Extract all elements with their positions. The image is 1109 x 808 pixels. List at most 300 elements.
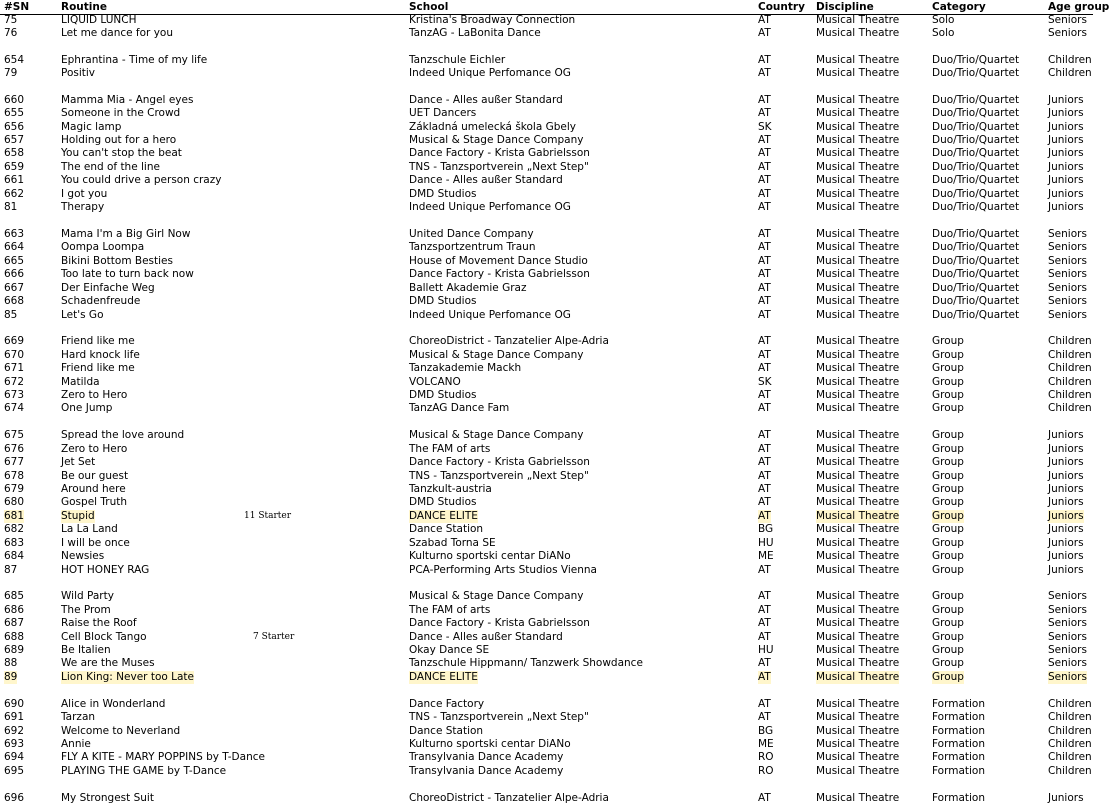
- row-school: DMD Studios: [409, 188, 477, 200]
- table-row: [0, 134, 1093, 147]
- row-school: UET Dancers: [409, 107, 477, 119]
- row-age-group: Juniors: [1048, 470, 1084, 482]
- header-country: Country: [758, 1, 805, 13]
- row-country: AT: [758, 792, 771, 804]
- row-routine: Annie: [61, 738, 91, 750]
- row-discipline: Musical Theatre: [816, 631, 900, 643]
- row-country: AT: [758, 201, 771, 213]
- row-age-group: Juniors: [1048, 537, 1084, 549]
- row-sn: 657: [4, 134, 25, 146]
- row-school: Szabad Torna SE: [409, 537, 496, 549]
- row-sn: 663: [4, 228, 25, 240]
- row-age-group: Juniors: [1048, 201, 1084, 213]
- row-age-group: Juniors: [1048, 107, 1084, 119]
- row-age-group: Seniors: [1048, 255, 1087, 267]
- row-age-group: Seniors: [1048, 228, 1087, 240]
- row-sn: 79: [4, 67, 18, 79]
- row-sn: 696: [4, 792, 25, 804]
- table-row: [0, 282, 1093, 295]
- row-routine: Gospel Truth: [61, 496, 128, 508]
- row-country: AT: [758, 362, 771, 374]
- row-routine: Be Italien: [61, 644, 111, 656]
- row-country: AT: [758, 107, 771, 119]
- row-age-group: Children: [1048, 711, 1092, 723]
- row-country: AT: [758, 282, 771, 294]
- table-row: [0, 496, 1093, 509]
- row-age-group: Children: [1048, 738, 1092, 750]
- row-discipline: Musical Theatre: [816, 121, 900, 133]
- row-routine: Be our guest: [61, 470, 129, 482]
- row-category: Group: [932, 604, 964, 616]
- row-discipline: Musical Theatre: [816, 349, 900, 361]
- row-category: Duo/Trio/Quartet: [932, 54, 1020, 66]
- row-category: Duo/Trio/Quartet: [932, 241, 1020, 253]
- row-discipline: Musical Theatre: [816, 255, 900, 267]
- row-country: HU: [758, 644, 774, 656]
- row-sn: 683: [4, 537, 25, 549]
- row-discipline: Musical Theatre: [816, 67, 900, 79]
- row-discipline: Musical Theatre: [816, 282, 900, 294]
- row-routine: One Jump: [61, 402, 113, 414]
- row-sn: 665: [4, 255, 25, 267]
- row-discipline: Musical Theatre: [816, 94, 900, 106]
- row-country: AT: [758, 14, 771, 26]
- row-routine: Let me dance for you: [61, 27, 173, 39]
- row-country: AT: [758, 349, 771, 361]
- row-routine: The Prom: [61, 604, 111, 616]
- row-age-group: Seniors: [1048, 604, 1087, 616]
- table-row: [0, 443, 1093, 456]
- row-country: AT: [758, 389, 771, 401]
- table-row: [0, 537, 1093, 550]
- row-category: Group: [932, 496, 964, 508]
- table-row: [0, 295, 1093, 308]
- row-routine: Hard knock life: [61, 349, 140, 361]
- row-routine: Lion King: Never too Late: [61, 671, 194, 683]
- row-sn: 686: [4, 604, 25, 616]
- row-routine: Mamma Mia - Angel eyes: [61, 94, 194, 106]
- row-school: Dance Factory - Krista Gabrielsson: [409, 456, 590, 468]
- row-sn: 674: [4, 402, 25, 414]
- row-sn: 87: [4, 564, 18, 576]
- table-row: [0, 523, 1093, 536]
- row-discipline: Musical Theatre: [816, 362, 900, 374]
- row-age-group: Seniors: [1048, 282, 1087, 294]
- row-category: Group: [932, 550, 964, 562]
- row-school: Indeed Unique Perfomance OG: [409, 201, 571, 213]
- row-discipline: Musical Theatre: [816, 496, 900, 508]
- row-routine: Wild Party: [61, 590, 114, 602]
- header-sn: #SN: [4, 1, 30, 13]
- row-age-group: Children: [1048, 751, 1092, 763]
- row-sn: 660: [4, 94, 25, 106]
- row-school: Dance - Alles außer Standard: [409, 174, 563, 186]
- row-school: Tanzschule Eichler: [409, 54, 506, 66]
- row-routine: Positiv: [61, 67, 96, 79]
- row-country: AT: [758, 335, 771, 347]
- table-row: [0, 174, 1093, 187]
- row-discipline: Musical Theatre: [816, 376, 900, 388]
- row-category: Group: [932, 590, 964, 602]
- row-school: Kulturno sportski centar DiANo: [409, 550, 571, 562]
- row-school: Dance - Alles außer Standard: [409, 631, 563, 643]
- row-age-group: Juniors: [1048, 456, 1084, 468]
- row-country: AT: [758, 617, 771, 629]
- row-category: Group: [932, 335, 964, 347]
- row-routine: Mama I'm a Big Girl Now: [61, 228, 191, 240]
- table-row: [0, 590, 1093, 603]
- row-category: Group: [932, 349, 964, 361]
- row-sn: 667: [4, 282, 25, 294]
- row-school: Kulturno sportski centar DiANo: [409, 738, 571, 750]
- row-discipline: Musical Theatre: [816, 711, 900, 723]
- row-category: Duo/Trio/Quartet: [932, 147, 1020, 159]
- table-row: [0, 657, 1093, 670]
- row-category: Group: [932, 657, 964, 669]
- row-discipline: Musical Theatre: [816, 161, 900, 173]
- row-age-group: Seniors: [1048, 241, 1087, 253]
- row-sn: 689: [4, 644, 25, 656]
- row-sn: 85: [4, 309, 18, 321]
- row-sn: 664: [4, 241, 25, 253]
- row-school: Okay Dance SE: [409, 644, 490, 656]
- row-school: ChoreoDistrict - Tanzatelier Alpe-Adria: [409, 335, 609, 347]
- row-school: Dance Factory - Krista Gabrielsson: [409, 617, 590, 629]
- row-discipline: Musical Theatre: [816, 228, 900, 240]
- table-row: [0, 362, 1093, 375]
- row-country: AT: [758, 241, 771, 253]
- row-category: Duo/Trio/Quartet: [932, 121, 1020, 133]
- table-row: [0, 671, 1093, 684]
- row-category: Duo/Trio/Quartet: [932, 134, 1020, 146]
- row-sn: 675: [4, 429, 25, 441]
- row-age-group: Juniors: [1048, 429, 1084, 441]
- table-row: [0, 483, 1093, 496]
- row-age-group: Seniors: [1048, 590, 1087, 602]
- row-school: TNS - Tanzsportverein „Next Step": [409, 161, 589, 173]
- row-school: The FAM of arts: [409, 443, 491, 455]
- table-row: [0, 161, 1093, 174]
- row-sn: 677: [4, 456, 25, 468]
- row-discipline: Musical Theatre: [816, 590, 900, 602]
- row-school: Tanzschule Hippmann/ Tanzwerk Showdance: [409, 657, 643, 669]
- row-discipline: Musical Theatre: [816, 14, 900, 26]
- row-discipline: Musical Theatre: [816, 335, 900, 347]
- table-row: [0, 429, 1093, 442]
- row-category: Formation: [932, 751, 985, 763]
- row-country: AT: [758, 228, 771, 240]
- row-discipline: Musical Theatre: [816, 295, 900, 307]
- row-school: Dance Factory - Krista Gabrielsson: [409, 268, 590, 280]
- row-age-group: Juniors: [1048, 94, 1084, 106]
- row-school: The FAM of arts: [409, 604, 491, 616]
- row-age-group: Juniors: [1048, 523, 1084, 535]
- row-age-group: Juniors: [1048, 161, 1084, 173]
- row-age-group: Seniors: [1048, 671, 1087, 683]
- row-age-group: Juniors: [1048, 174, 1084, 186]
- row-country: AT: [758, 402, 771, 414]
- row-age-group: Juniors: [1048, 550, 1084, 562]
- row-school: Dance Station: [409, 523, 484, 535]
- table-row: [0, 14, 1093, 27]
- row-category: Duo/Trio/Quartet: [932, 67, 1020, 79]
- row-discipline: Musical Theatre: [816, 147, 900, 159]
- table-row: [0, 711, 1093, 724]
- table-row: [0, 751, 1093, 764]
- row-school: DMD Studios: [409, 389, 477, 401]
- row-age-group: Seniors: [1048, 657, 1087, 669]
- row-sn: 659: [4, 161, 25, 173]
- table-row: [0, 201, 1093, 214]
- row-school: Indeed Unique Perfomance OG: [409, 67, 571, 79]
- row-category: Duo/Trio/Quartet: [932, 188, 1020, 200]
- row-country: AT: [758, 483, 771, 495]
- row-country: AT: [758, 671, 771, 683]
- table-row: [0, 147, 1093, 160]
- table-row: [0, 550, 1093, 563]
- row-country: AT: [758, 54, 771, 66]
- row-discipline: Musical Theatre: [816, 738, 900, 750]
- row-country: AT: [758, 657, 771, 669]
- row-country: AT: [758, 496, 771, 508]
- row-school: Musical & Stage Dance Company: [409, 349, 584, 361]
- row-discipline: Musical Theatre: [816, 443, 900, 455]
- row-country: AT: [758, 631, 771, 643]
- table-row: [0, 617, 1093, 630]
- row-category: Formation: [932, 792, 985, 804]
- table-row: [0, 268, 1093, 281]
- row-category: Duo/Trio/Quartet: [932, 201, 1020, 213]
- row-routine: Around here: [61, 483, 126, 495]
- row-country: AT: [758, 510, 771, 522]
- row-country: AT: [758, 456, 771, 468]
- row-sn: 695: [4, 765, 25, 777]
- row-age-group: Children: [1048, 362, 1092, 374]
- row-sn: 671: [4, 362, 25, 374]
- row-category: Group: [932, 389, 964, 401]
- row-sn: 654: [4, 54, 25, 66]
- row-routine: I will be once: [61, 537, 130, 549]
- row-sn: 666: [4, 268, 25, 280]
- row-category: Solo: [932, 27, 955, 39]
- row-country: HU: [758, 537, 774, 549]
- row-country: AT: [758, 174, 771, 186]
- row-sn: 685: [4, 590, 25, 602]
- row-category: Formation: [932, 765, 985, 777]
- row-country: AT: [758, 698, 771, 710]
- row-discipline: Musical Theatre: [816, 657, 900, 669]
- row-routine: Tarzan: [61, 711, 96, 723]
- row-age-group: Seniors: [1048, 309, 1087, 321]
- row-category: Duo/Trio/Quartet: [932, 282, 1020, 294]
- row-country: RO: [758, 765, 774, 777]
- header-age-group: Age group: [1048, 1, 1109, 13]
- row-routine: Friend like me: [61, 335, 135, 347]
- row-discipline: Musical Theatre: [816, 564, 900, 576]
- row-age-group: Seniors: [1048, 295, 1087, 307]
- row-discipline: Musical Theatre: [816, 389, 900, 401]
- row-sn: 679: [4, 483, 25, 495]
- table-header: [0, 0, 1109, 15]
- table-row: [0, 510, 1093, 523]
- row-routine: Too late to turn back now: [61, 268, 194, 280]
- row-routine: You could drive a person crazy: [61, 174, 222, 186]
- table-row: [0, 309, 1093, 322]
- row-category: Group: [932, 429, 964, 441]
- row-country: AT: [758, 604, 771, 616]
- row-age-group: Children: [1048, 765, 1092, 777]
- table-row: [0, 255, 1093, 268]
- row-category: Duo/Trio/Quartet: [932, 309, 1020, 321]
- row-routine: Spread the love around: [61, 429, 185, 441]
- row-discipline: Musical Theatre: [816, 309, 900, 321]
- row-school: TNS - Tanzsportverein „Next Step": [409, 711, 589, 723]
- row-category: Duo/Trio/Quartet: [932, 228, 1020, 240]
- row-age-group: Juniors: [1048, 483, 1084, 495]
- row-school: Ballett Akademie Graz: [409, 282, 527, 294]
- table-row: [0, 564, 1093, 577]
- row-age-group: Juniors: [1048, 443, 1084, 455]
- row-school: House of Movement Dance Studio: [409, 255, 588, 267]
- row-age-group: Children: [1048, 389, 1092, 401]
- row-sn: 690: [4, 698, 25, 710]
- row-sn: 670: [4, 349, 25, 361]
- row-discipline: Musical Theatre: [816, 792, 900, 804]
- table-row: [0, 631, 1093, 644]
- table-row: [0, 349, 1093, 362]
- row-category: Group: [932, 470, 964, 482]
- row-discipline: Musical Theatre: [816, 241, 900, 253]
- row-category: Group: [932, 671, 964, 683]
- row-school: VOLCANO: [409, 376, 461, 388]
- row-discipline: Musical Theatre: [816, 604, 900, 616]
- row-category: Duo/Trio/Quartet: [932, 255, 1020, 267]
- row-country: AT: [758, 94, 771, 106]
- row-category: Duo/Trio/Quartet: [932, 94, 1020, 106]
- row-age-group: Seniors: [1048, 644, 1087, 656]
- row-sn: 691: [4, 711, 25, 723]
- row-country: AT: [758, 443, 771, 455]
- row-category: Duo/Trio/Quartet: [932, 268, 1020, 280]
- row-sn: 684: [4, 550, 25, 562]
- row-routine: We are the Muses: [61, 657, 155, 669]
- row-school: Dance Factory - Krista Gabrielsson: [409, 147, 590, 159]
- row-routine: Newsies: [61, 550, 105, 562]
- row-discipline: Musical Theatre: [816, 456, 900, 468]
- row-sn: 682: [4, 523, 25, 535]
- row-school: Dance Factory: [409, 698, 485, 710]
- row-category: Group: [932, 443, 964, 455]
- starter-note: 11 Starter: [244, 511, 292, 521]
- row-sn: 681: [4, 510, 25, 522]
- row-discipline: Musical Theatre: [816, 765, 900, 777]
- table-row: [0, 738, 1093, 751]
- table-row: [0, 725, 1093, 738]
- row-school: United Dance Company: [409, 228, 534, 240]
- row-country: AT: [758, 429, 771, 441]
- row-school: Kristina's Broadway Connection: [409, 14, 576, 26]
- row-age-group: Children: [1048, 349, 1092, 361]
- row-routine: Someone in the Crowd: [61, 107, 181, 119]
- row-category: Group: [932, 402, 964, 414]
- row-country: AT: [758, 161, 771, 173]
- row-school: Musical & Stage Dance Company: [409, 134, 584, 146]
- row-category: Group: [932, 537, 964, 549]
- row-routine: My Strongest Suit: [61, 792, 154, 804]
- row-country: AT: [758, 590, 771, 602]
- row-age-group: Juniors: [1048, 564, 1084, 576]
- row-age-group: Children: [1048, 698, 1092, 710]
- row-routine: Therapy: [61, 201, 105, 213]
- row-school: Dance Station: [409, 725, 484, 737]
- header-school: School: [409, 1, 449, 13]
- row-country: ME: [758, 550, 774, 562]
- row-country: AT: [758, 147, 771, 159]
- row-routine: HOT HONEY RAG: [61, 564, 150, 576]
- table-row: [0, 188, 1093, 201]
- header-discipline: Discipline: [816, 1, 874, 13]
- row-country: ME: [758, 738, 774, 750]
- row-sn: 76: [4, 27, 18, 39]
- table-row: [0, 765, 1093, 778]
- table-row: [0, 335, 1093, 348]
- table-row: [0, 456, 1093, 469]
- row-routine: Matilda: [61, 376, 100, 388]
- row-school: TanzAG - LaBonita Dance: [409, 27, 541, 39]
- row-discipline: Musical Theatre: [816, 54, 900, 66]
- row-discipline: Musical Theatre: [816, 537, 900, 549]
- row-age-group: Children: [1048, 376, 1092, 388]
- row-discipline: Musical Theatre: [816, 201, 900, 213]
- row-school: Transylvania Dance Academy: [409, 765, 564, 777]
- row-category: Group: [932, 483, 964, 495]
- row-routine: You can't stop the beat: [61, 147, 182, 159]
- row-school: ChoreoDistrict - Tanzatelier Alpe-Adria: [409, 792, 609, 804]
- row-school: DANCE ELITE: [409, 510, 478, 522]
- row-category: Group: [932, 644, 964, 656]
- row-school: DMD Studios: [409, 496, 477, 508]
- row-discipline: Musical Theatre: [816, 483, 900, 495]
- row-sn: 694: [4, 751, 25, 763]
- row-category: Duo/Trio/Quartet: [932, 174, 1020, 186]
- row-discipline: Musical Theatre: [816, 698, 900, 710]
- row-routine: La La Land: [61, 523, 118, 535]
- row-age-group: Seniors: [1048, 14, 1087, 26]
- row-sn: 673: [4, 389, 25, 401]
- row-school: Musical & Stage Dance Company: [409, 429, 584, 441]
- row-routine: Let's Go: [61, 309, 104, 321]
- row-discipline: Musical Theatre: [816, 429, 900, 441]
- row-age-group: Children: [1048, 725, 1092, 737]
- starter-note: 7 Starter: [253, 632, 295, 642]
- table-row: [0, 698, 1093, 711]
- row-country: AT: [758, 188, 771, 200]
- table-row: [0, 54, 1093, 67]
- row-country: AT: [758, 470, 771, 482]
- row-sn: 693: [4, 738, 25, 750]
- row-routine: Schadenfreude: [61, 295, 141, 307]
- row-category: Group: [932, 631, 964, 643]
- row-routine: Raise the Roof: [61, 617, 137, 629]
- row-age-group: Children: [1048, 54, 1092, 66]
- header-routine: Routine: [61, 1, 107, 13]
- row-sn: 676: [4, 443, 25, 455]
- row-routine: Friend like me: [61, 362, 135, 374]
- row-category: Formation: [932, 698, 985, 710]
- table-row: [0, 376, 1093, 389]
- row-routine: The end of the line: [61, 161, 160, 173]
- table-row: [0, 228, 1093, 241]
